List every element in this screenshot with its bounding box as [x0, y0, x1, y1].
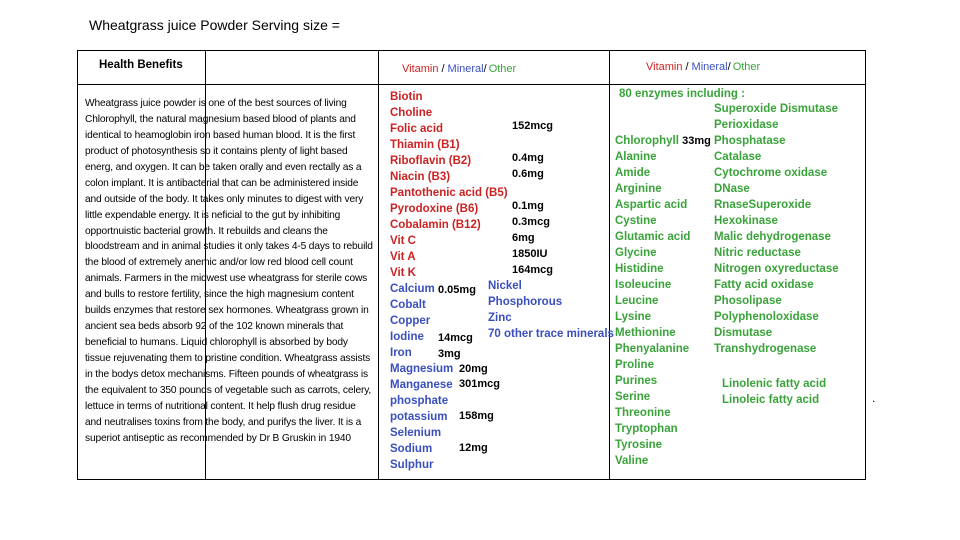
mineral-name: Selenium: [390, 427, 442, 439]
enzyme-list: [714, 101, 839, 357]
mineral-name: 70 other trace minerals: [488, 328, 614, 340]
list-item: [390, 137, 508, 153]
enzyme-name: Phosphatase: [714, 135, 786, 147]
list-item: [390, 105, 508, 121]
list-item: [390, 297, 453, 313]
mineral-name: Cobalt: [390, 299, 426, 311]
column-legend-2: [646, 61, 760, 73]
vitamin-value: 164mcg: [512, 264, 553, 276]
list-item: [615, 373, 711, 389]
amino-name: Tyrosine: [615, 439, 663, 451]
list-item: [714, 325, 839, 341]
enzyme-name: Malic dehydrogenase: [714, 231, 831, 243]
list-item: [390, 409, 453, 425]
list-item: [615, 213, 711, 229]
list-item: [615, 341, 711, 357]
list-item: [615, 453, 711, 469]
list-item: [714, 261, 839, 277]
list-item: [714, 293, 839, 309]
fatty-acid-name: Linoleic fatty acid: [722, 394, 820, 406]
enzyme-name: Phosolipase: [714, 295, 782, 307]
list-item: [390, 393, 453, 409]
list-item: [488, 310, 614, 326]
list-item: [390, 361, 453, 377]
list-item: [714, 101, 839, 117]
amino-name: Valine: [615, 455, 649, 467]
amino-name: Isoleucine: [615, 279, 672, 291]
legend-slash: /: [685, 61, 689, 73]
vitamin-name: Folic acid: [390, 123, 444, 135]
amino-name: Purines: [615, 375, 658, 387]
enzyme-name: Transhydrogenase: [714, 343, 817, 355]
list-item: [714, 197, 839, 213]
list-item: [722, 376, 826, 392]
list-item: [390, 185, 508, 201]
list-item: [714, 309, 839, 325]
list-item: [615, 325, 711, 341]
enzyme-name: RnaseSuperoxide: [714, 199, 812, 211]
amino-name: Glutamic acid: [615, 231, 691, 243]
amino-name: Histidine: [615, 263, 664, 275]
list-item: [615, 437, 711, 453]
enzyme-name: Nitrogen oxyreductase: [714, 263, 839, 275]
mineral-name: phosphate: [390, 395, 449, 407]
vitamin-name: Vit K: [390, 267, 416, 279]
amino-name: Threonine: [615, 407, 671, 419]
column-legend-1: [402, 63, 516, 75]
enzyme-name: Nitric reductase: [714, 247, 801, 259]
mineral-value: 3mg: [438, 348, 461, 360]
amino-name: Serine: [615, 391, 651, 403]
enzyme-name: Superoxide Dismutase: [714, 103, 838, 115]
vitamin-value: 1850IU: [512, 248, 548, 260]
amino-name: Glycine: [615, 247, 657, 259]
table-column-divider-1: [378, 50, 379, 479]
list-item: [615, 197, 711, 213]
list-item: [615, 229, 711, 245]
legend-vitamin: Vitamin: [402, 63, 439, 75]
mineral-name: potassium: [390, 411, 448, 423]
legend-slash: /: [441, 63, 445, 75]
mineral-name: Sodium: [390, 443, 433, 455]
list-item: [390, 457, 453, 473]
amino-name: Tryptophan: [615, 423, 678, 435]
list-item: [615, 149, 711, 165]
list-item: [714, 117, 839, 133]
legend-slash: /: [727, 61, 731, 73]
legend-vitamin: Vitamin: [646, 61, 683, 73]
amino-name: Chlorophyll: [615, 135, 679, 147]
legend-mineral: Mineral: [691, 61, 728, 73]
list-item: [714, 133, 839, 149]
amino-name: Phenyalanine: [615, 343, 690, 355]
list-item: [714, 213, 839, 229]
list-item: [615, 421, 711, 437]
vitamin-value: 0.1mg: [512, 200, 544, 212]
mineral-name: Calcium: [390, 283, 435, 295]
amino-name: Methionine: [615, 327, 676, 339]
list-item: [714, 149, 839, 165]
health-benefits-text: Wheatgrass juice powder is one of the best sources of living Chlorophyll, the natural magnesium based blood of plants and identical to heamoglobin iron based human blood. It is the first product of photosynthesis so it contains plenty of light based energ, and oxygen. It can be taken orally and even rectally as a colon implant. It is antibacterial that can be administered inside and outside of the body. It takes only minutes to digest with very little expendable energy. It is neficial to the gut by inhibiting opportnuistic bacterial growth. It rebuilds and cleans the bloodstream and in animal studies it only takes 4-5 days to rebuild the blood of extremely anemic and/or low red blood cell count animals. Farmers in the midwest use wheatgrass for sterile cows and bulls to restore fertility, since the high magnesium content builds enzymes that restore sex hormones. Wheatgrass grown in ancient sea beds absorb 92 of the 102 known minerals that beneficial to humans. Liquid chlorophyll is absorbed by body tissue rejuvenating them to pristine condition. Wheatgrass assists in the bodys detox mechanisms. Fifteen pounds of wheatgrass is the equivalent to 350 pounds of vegetable such as carrots, celery, lettuce in terms of nutritional content. It help flush drug residue and neutralises toxins from the body, and purifys the liver. It is a superiot antiseptic as recommended by Dr B Gruskin in 1940: [85, 98, 373, 444]
mineral-name: Sulphur: [390, 459, 434, 471]
list-item: [390, 121, 508, 137]
mineral-name: Phosphorous: [488, 296, 563, 308]
list-item: [390, 377, 453, 393]
list-item: [488, 294, 614, 310]
amino-name: Proline: [615, 359, 654, 371]
health-benefits-heading: Health Benefits: [99, 59, 183, 71]
vitamin-value: 0.4mg: [512, 152, 544, 164]
legend-slash: /: [483, 63, 487, 75]
list-item: [488, 326, 614, 342]
amino-list: [615, 133, 711, 469]
enzyme-name: Cytochrome oxidase: [714, 167, 828, 179]
list-item: [714, 277, 839, 293]
page-title: Wheatgrass juice Powder Serving size =: [89, 17, 340, 33]
mineral-value: 158mg: [459, 410, 494, 422]
mineral-extra-list: [488, 278, 614, 342]
list-item: [615, 181, 711, 197]
table-column-divider-2: [609, 50, 610, 479]
list-item: [390, 201, 508, 217]
stray-mark: .: [872, 391, 876, 405]
mineral-value: 20mg: [459, 363, 488, 375]
vitamin-name: Vit C: [390, 235, 416, 247]
vitamin-list: [390, 89, 508, 281]
amino-value: 33mg: [682, 135, 711, 147]
mineral-list: [390, 281, 453, 473]
mineral-name: Zinc: [488, 312, 512, 324]
enzyme-name: Dismutase: [714, 327, 773, 339]
mineral-value: 12mg: [459, 442, 488, 454]
vitamin-name: Pantothenic acid (B5): [390, 187, 508, 199]
vitamin-name: Pyrodoxine (B6): [390, 203, 479, 215]
vitamin-name: Vit A: [390, 251, 416, 263]
enzyme-name: Catalase: [714, 151, 762, 163]
list-item: [390, 89, 508, 105]
mineral-name: Iron: [390, 347, 412, 359]
amino-name: Lysine: [615, 311, 652, 323]
list-item: [390, 313, 453, 329]
list-item: [615, 405, 711, 421]
amino-name: Amide: [615, 167, 651, 179]
enzyme-name: Polyphenoloxidase: [714, 311, 819, 323]
table-left-border: [77, 50, 78, 479]
list-item: [390, 441, 453, 457]
vitamin-name: Niacin (B3): [390, 171, 451, 183]
list-item: [390, 425, 453, 441]
amino-name: Alanine: [615, 151, 657, 163]
legend-other: Other: [488, 63, 517, 75]
list-item: [615, 261, 711, 277]
mineral-value: 0.05mg: [438, 284, 476, 296]
mineral-name: Nickel: [488, 280, 522, 292]
list-item: [615, 309, 711, 325]
fatty-acid-list: [722, 376, 826, 408]
table-header-divider: [77, 84, 866, 85]
legend-other: Other: [732, 61, 761, 73]
amino-name: Arginine: [615, 183, 662, 195]
vitamin-value: 0.6mg: [512, 168, 544, 180]
list-item: [615, 293, 711, 309]
table-top-border: [77, 50, 866, 51]
vitamin-name: Choline: [390, 107, 433, 119]
list-item: [390, 217, 508, 233]
mineral-name: Magnesium: [390, 363, 454, 375]
list-item: [615, 245, 711, 261]
list-item: [390, 169, 508, 185]
table-bottom-border: [77, 479, 866, 480]
mineral-name: Manganese: [390, 379, 453, 391]
enzyme-name: Perioxidase: [714, 119, 779, 131]
enzyme-name: DNase: [714, 183, 750, 195]
list-item: [714, 165, 839, 181]
vitamin-name: Riboflavin (B2): [390, 155, 472, 167]
list-item: [714, 229, 839, 245]
amino-name: Aspartic acid: [615, 199, 688, 211]
vitamin-name: Cobalamin (B12): [390, 219, 481, 231]
list-item: [488, 278, 614, 294]
vitamin-value: 152mcg: [512, 120, 553, 132]
fatty-acid-name: Linolenic fatty acid: [722, 378, 827, 390]
list-item: [615, 389, 711, 405]
mineral-name: Iodine: [390, 331, 424, 343]
list-item: [390, 153, 508, 169]
list-item: [714, 181, 839, 197]
mineral-value: 301mcg: [459, 378, 500, 390]
vitamin-name: Biotin: [390, 91, 423, 103]
list-item: [390, 233, 508, 249]
list-item: [714, 245, 839, 261]
list-item: [714, 341, 839, 357]
list-item: [722, 392, 826, 408]
list-item: [615, 133, 711, 149]
amino-name: Cystine: [615, 215, 657, 227]
enzyme-name: Hexokinase: [714, 215, 778, 227]
list-item: [615, 277, 711, 293]
list-item: [390, 249, 508, 265]
list-item: [615, 357, 711, 373]
mineral-name: Copper: [390, 315, 431, 327]
table-right-border: [865, 50, 866, 479]
vitamin-name: Thiamin (B1): [390, 139, 460, 151]
mineral-value: 14mcg: [438, 332, 473, 344]
legend-mineral: Mineral: [447, 63, 484, 75]
list-item: [615, 165, 711, 181]
enzymes-heading: 80 enzymes including :: [619, 88, 745, 100]
amino-name: Leucine: [615, 295, 659, 307]
enzyme-name: Fatty acid oxidase: [714, 279, 814, 291]
vitamin-value: 0.3mcg: [512, 216, 550, 228]
vitamin-value: 6mg: [512, 232, 535, 244]
